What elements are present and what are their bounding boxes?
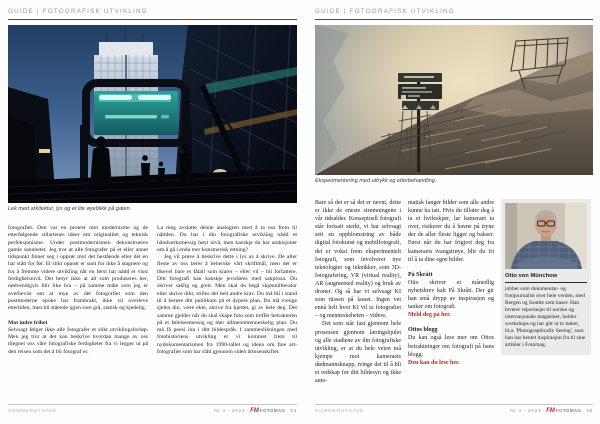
paragraph: Det som står fast gjennom hele prosessen gjennom læringshjulet og alle stadiene av din fotografiske utvikling, er at du hele veien må kjempe mot kameraets dødmannsknapp, tvinge det til å bli et redskap for ditt bildesyn og ikke auto-: [315, 321, 401, 385]
footer-edition: SOMMERUTGAVE: [8, 408, 57, 414]
section-kicker: GUIDE | FOTOGRAFISK UTVIKLING: [315, 8, 593, 20]
article-columns: [8, 225, 297, 356]
article-column-1: [315, 199, 401, 385]
footer-edition: SOMMERUTGAVE: [315, 408, 364, 414]
left-page-footer: [8, 404, 297, 414]
blog-heading: Ottos blogg: [408, 327, 438, 334]
author-portrait-photo: [505, 203, 587, 269]
logo-name: FOTOMAG: [555, 408, 582, 413]
magazine-logo: [546, 408, 581, 414]
right-page: [315, 8, 593, 416]
left-page: [8, 8, 297, 416]
newsletter-signup-link[interactable]: Meld deg på her.: [408, 312, 451, 319]
page-number: 55: [586, 408, 593, 414]
newsletter-text: Otto skriver et månedlig nyhetsbrev kalt På Skrått. Der gir han små drypp av inspirasjon og tanker om fotografi.: [408, 279, 494, 311]
section-kicker: GUIDE | FOTOGRAFISK UTVIKLING: [8, 8, 297, 20]
right-page-footer: [315, 404, 593, 414]
author-bio: jobber som dokumentar- og fotojournalist over hele verden, med Bergen og Seattle som baser. Han leverer reportasjer til norske og internasjonale magasiner, holder workshops og har gitt ut to bøker, bl.a. 'Photographically Seeing', som han har hentet inspirasjon fra til sine artikler i Fotomag.: [505, 286, 586, 348]
mountain-fog-photo: [315, 25, 593, 175]
article-column-2: [408, 199, 494, 385]
paragraph: Selvsagt følger ikke alle fotografer et slikt utviklingsforløp. Men jeg tror at det kan beskrive hvordan mange av oss tilegner oss våre fotografiske ferdigheter fra vi legger ut på den reisen som det å bli fotograf er.: [8, 326, 148, 355]
article-column-1: [8, 225, 148, 356]
paragraph: Jeg vil prøve å beskrive dette i lys av å skrive. De aller fleste av oss lærer å beherske vårt skriftmål, men det er likevel bare et fåtall som klarer – eller vil – bli forfattere. Ditt fotografi kan kanskje jevnføres med sakprosa. Du skriver saklig og greit. Men skal du begå skjønnlitteratur eller skrive dikt, stilles det helt andre krav. Du må bli i stand til å berøre ditt publikum på et dypere plan. Du må vrenge sjelen din, være ekte, skrive fra hjertet, gi av hele deg. Det samme gjelder når du skal skape foto som treffer betrakteren på et følelsesmessig og mer allmennmenneskelig plan. Du må få poesi inn i ditt bildespråk. I sammenlikningen med fotohistoriens utvikling er vi kommet frem til nydokumentarismen fra 1990-tallet og ideen om fine art-fotografiet som har slått gjennom siden årtusenskiftet.: [157, 254, 297, 356]
paragraph: Bare så det er så det er nevnt, dette er ikke de eneste strømningene i vår tidsalder. Konseptuell fotografi står fortsatt sterkt, vi har selvsagt sett en oppblomstring av både digital fotokunst og mobilfotografi, det er vokst frem eksperimentelt fotografi, som involverer nye teknologier og teknikker, som 3D-fotografering, VR (virtual reality), AR (augmented reality) og bruk av droner. Og så har vi selvsagt KI som nissen på lasset. Ingen vet ennå helt hvor KI vil ta fotografiet – og menneskeheten – videre.: [315, 200, 401, 320]
blog-text: Du kan også lese mer om Ottos betraktninger om fotografi på hans blogg.: [408, 335, 494, 358]
section-heading: Mot indre frihet: [8, 319, 48, 326]
footer-issue: Nr 4 - 2024: [214, 408, 246, 414]
author-name: Otto von Münchow: [505, 269, 587, 283]
article-columns: [315, 199, 593, 385]
blog-read-link[interactable]: Den kan du lese her.: [408, 359, 460, 366]
photo-caption: Lek med arkitektur, lys og et lite øyeblikk på gaten.: [8, 206, 132, 212]
paragraph: La meg avslutte denne analogien med å ta oss frem til nåtiden. Du har i din fotografiske utvikling nådd et håndverksmessig høyt nivå, men kanskje du har ambisjoner om å gå i enda mer kunstnerisk retning?: [157, 225, 297, 253]
article-column-2: [157, 225, 297, 356]
magazine-logo: [250, 408, 285, 414]
footer-issue: Nr 4 - 2024: [510, 408, 542, 414]
feature-photo-mountain: [315, 25, 593, 175]
city-twilight-photo: [8, 25, 297, 203]
logo-fm: FM: [250, 408, 259, 414]
paragraph: fotografiet. Den var en protest mot modernisme og de etterfølgende stilartenes ideer om originalitet og teknisk perfeksjonisme. Under postmodernismen dekonstrueres gamle sannheter. Jeg tror at alle fotografer på et eller annet tidspunkt finner seg i opprør mot det bestående eller det en har stått for før. Et slikt opprør er sunt for ikke å stagnere og for å fremme videre utvikling når en først har nådd et visst ferdighetsnivå. Det betyr ikke at alt som produseres her, nødvendigvis blir like bra – på samme måte som jeg er overbevist om at mye av det fotografiet som den postmoderne epoke har frambrakt, ikke vil overleve ettertiden, men bli stående igjen som grå, statisk og kjedelig.: [8, 225, 148, 312]
feature-photo-city: [8, 25, 297, 203]
logo-name: FOTOMAG: [259, 408, 286, 413]
author-box: [501, 199, 591, 355]
newsletter-heading: På Skrått: [408, 271, 433, 278]
paragraph: matisk fanger bilder som alle andre kunne ha tatt. Hvis du tillater deg å ta et hvileskjær, lar kameraet ta over, risikerer du å havne på tryne der de aller fleste ligger og bakser. Først når du har frigjort deg fra kameraets tvangstrøye, blir du fri til å ta dine egne bilder.: [408, 200, 494, 263]
logo-fm: FM: [546, 408, 555, 414]
photo-caption: Eksperimentering med uttrykk og etterbehandling.: [315, 178, 437, 184]
page-number: 54: [290, 408, 297, 414]
